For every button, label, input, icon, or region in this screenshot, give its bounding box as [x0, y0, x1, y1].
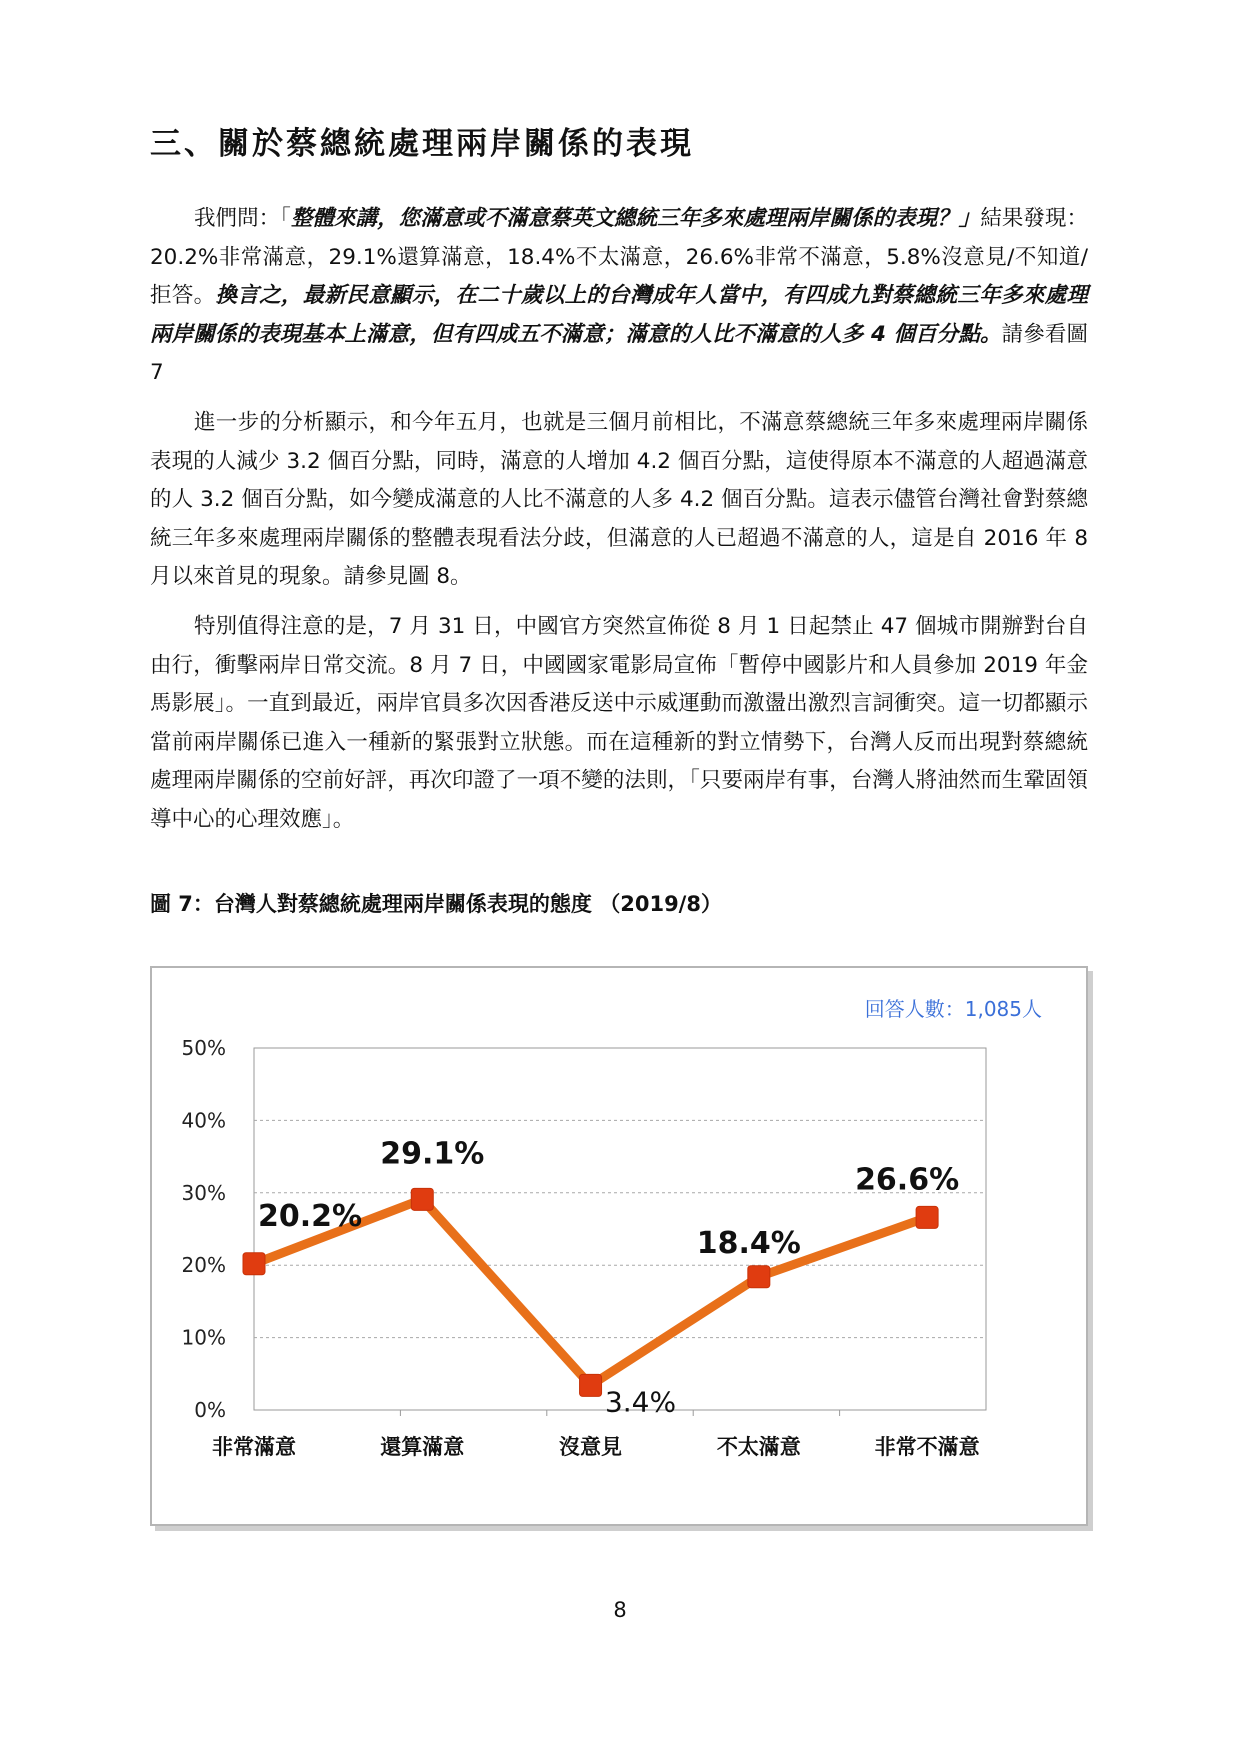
y-tick-label: 0% — [194, 1398, 226, 1422]
data-label: 26.6% — [855, 1162, 960, 1198]
data-point-marker — [580, 1374, 602, 1396]
data-point-marker — [243, 1253, 265, 1275]
data-point-marker — [411, 1188, 433, 1210]
page-number: 8 — [613, 1598, 627, 1622]
p1-intro: 我們問：「 — [194, 206, 291, 231]
p1-question: 整體來講，您滿意或不滿意蔡英文總統三年多來處理兩岸關係的表現？」 — [290, 206, 981, 231]
section-heading: 三、關於蔡總統處理兩岸關係的表現 — [150, 126, 694, 162]
p1-emphasis: 換言之，最新民意顯示，在二十歲以上的台灣成年人當中，有四成九對蔡總統三年多來處理兩岸關係的表現基本上滿意，但有四成五不滿意；滿意的人比不滿意的人多 4 個百分點。 — [150, 283, 1088, 347]
chart-frame — [150, 966, 1088, 1526]
x-category-label: 沒意見 — [559, 1435, 623, 1459]
data-label: 29.1% — [380, 1136, 485, 1172]
y-tick-label: 30% — [181, 1180, 226, 1205]
p1-figure-reference: 請參看圖 7 — [150, 321, 1088, 386]
p1-results: 結果發現：20.2%非常滿意，29.1%還算滿意，18.4%不太滿意，26.6%非常不滿意，5.8%沒意見/不知道/拒答。 — [150, 206, 1088, 309]
data-label: 3.4% — [604, 1385, 677, 1419]
data-label: 18.4% — [696, 1225, 801, 1261]
paragraph-2: 進一步的分析顯示，和今年五月，也就是三個月前相比，不滿意蔡總統三年多來處理兩岸關係表現的人減少 3.2 個百分點，同時，滿意的人增加 4.2 個百分點，這使得原本不滿意的人超過滿意的人 3.2 個百分點，如今變成滿意的人比不滿意的人多 4.2 個百分點。這表示儘管台灣社會對蔡總統三年多來處理兩岸關係的整體表現看法分歧，但滿意的人已超過不滿意的人，這是自 2016 年 8 月以來首見的現象。請參見圖 8。 — [150, 410, 1088, 590]
y-tick-label: 10% — [181, 1325, 226, 1350]
x-category-label: 非常不滿意 — [874, 1435, 980, 1459]
x-category-label: 不太滿意 — [716, 1435, 801, 1459]
data-label: 20.2% — [257, 1198, 363, 1234]
respondents-note: 回答人數：1,085人 — [864, 997, 1042, 1021]
y-tick-label: 40% — [181, 1108, 226, 1133]
data-point-marker — [916, 1206, 938, 1228]
data-point-marker — [748, 1266, 770, 1288]
y-tick-label: 50% — [181, 1036, 226, 1060]
paragraph-1 — [150, 200, 1088, 393]
paragraph-3: 特別值得注意的是，7 月 31 日，中國官方突然宣佈從 8 月 1 日起禁止 47 個城市開辦對台自由行，衝擊兩岸日常交流。8 月 7 日，中國國家電影局宣佈「暫停中國影片和人員參加 2019 年金馬影展」。一直到最近，兩岸官員多次因香港反送中示威運動而激盪出激烈言詞衝突。這一切都顯示當前兩岸關係已進入一種新的緊張對立狀態。而在這種新的對立情勢下，台灣人反而出現對蔡總統處理兩岸關係的空前好評，再次印證了一項不變的法則，「只要兩岸有事，台灣人將油然而生鞏固領導中心的心理效應」。 — [150, 614, 1088, 832]
plot-area — [254, 1048, 986, 1410]
figure-caption: 圖 7：台灣人對蔡總統處理兩岸關係表現的態度 （2019/8） — [150, 892, 722, 916]
line-chart — [152, 968, 1086, 1524]
x-category-label: 還算滿意 — [380, 1435, 465, 1459]
y-tick-label: 20% — [181, 1253, 226, 1278]
x-category-label: 非常滿意 — [212, 1435, 296, 1459]
